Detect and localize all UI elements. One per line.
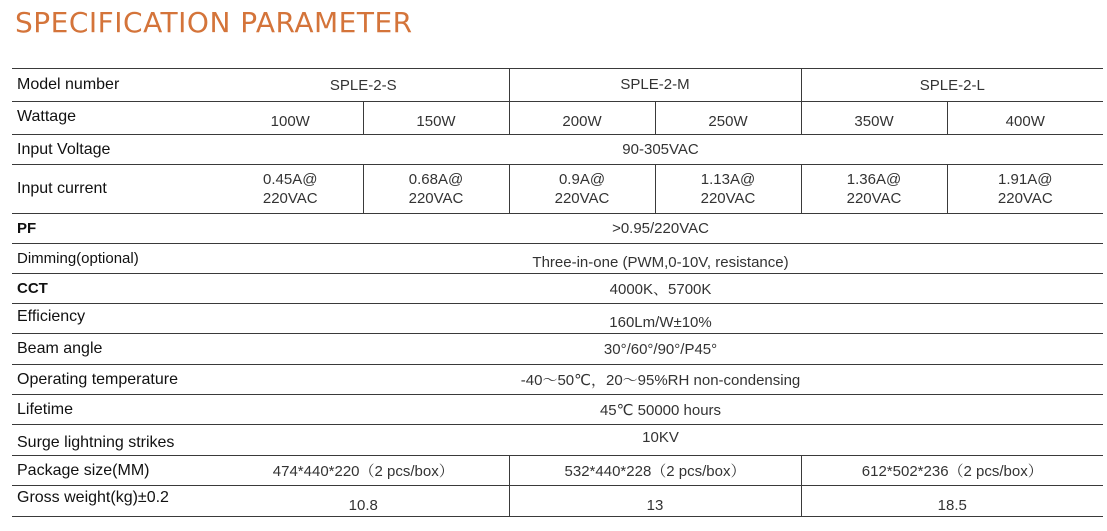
lifetime-value: 45℃ 50000 hours (218, 395, 1103, 425)
label-operating-temperature: Operating temperature (12, 365, 218, 395)
operating-temperature-value: -40～50℃，20～95%RH non-condensing (218, 365, 1103, 395)
current-voltage: 220VAC (554, 190, 610, 207)
model-s: SPLE-2-S (218, 69, 509, 102)
row-input-voltage (12, 135, 1103, 165)
label-pf: PF (12, 214, 218, 244)
specification-table (12, 68, 1103, 517)
label-cct: CCT (12, 274, 218, 304)
wattage-cell: 100W (218, 102, 363, 135)
row-cct (12, 274, 1103, 304)
wattage-cell: 350W (801, 102, 947, 135)
model-l: SPLE-2-L (801, 69, 1103, 102)
input-current-cell (801, 165, 947, 214)
row-dimming (12, 244, 1103, 274)
current-voltage: 220VAC (997, 190, 1053, 207)
input-current-cell (218, 165, 363, 214)
current-voltage: 220VAC (700, 190, 756, 207)
model-m: SPLE-2-M (509, 69, 801, 102)
current-voltage: 220VAC (846, 190, 902, 207)
input-current-cell (947, 165, 1103, 214)
efficiency-value: 160Lm/W±10% (218, 304, 1103, 334)
current-amps: 1.13A@ (700, 171, 756, 188)
input-voltage-value: 90-305VAC (218, 135, 1103, 165)
current-amps: 0.45A@ (263, 171, 318, 188)
label-surge: Surge lightning strikes (12, 425, 218, 456)
beam-angle-value: 30°/60°/90°/P45° (218, 334, 1103, 365)
label-beam-angle: Beam angle (12, 334, 218, 365)
surge-value: 10KV (218, 425, 1103, 456)
package-m: 532*440*228（2 pcs/box） (509, 456, 801, 486)
row-model-number (12, 69, 1103, 102)
row-wattage (12, 102, 1103, 135)
label-input-current: Input current (12, 165, 218, 214)
dimming-value: Three-in-one (PWM,0-10V, resistance) (218, 244, 1103, 274)
input-current-cell (509, 165, 655, 214)
label-wattage: Wattage (12, 102, 218, 135)
label-input-voltage: Input Voltage (12, 135, 218, 165)
package-s: 474*440*220（2 pcs/box） (218, 456, 509, 486)
current-voltage: 220VAC (262, 190, 318, 207)
current-amps: 0.9A@ (558, 171, 606, 188)
gross-weight-s: 10.8 (218, 486, 509, 517)
package-l: 612*502*236（2 pcs/box） (801, 456, 1103, 486)
label-package-size: Package size(MM) (12, 456, 218, 486)
row-operating-temperature (12, 365, 1103, 395)
current-amps: 1.91A@ (998, 171, 1053, 188)
label-gross-weight: Gross weight(kg)±0.2 (12, 486, 218, 517)
wattage-cell: 250W (655, 102, 801, 135)
row-efficiency (12, 304, 1103, 334)
row-package-size (12, 456, 1103, 486)
label-lifetime: Lifetime (12, 395, 218, 425)
label-dimming: Dimming(optional) (12, 244, 218, 274)
row-surge (12, 425, 1103, 456)
gross-weight-l: 18.5 (801, 486, 1103, 517)
row-beam-angle (12, 334, 1103, 365)
current-amps: 0.68A@ (408, 171, 464, 188)
pf-value: >0.95/220VAC (218, 214, 1103, 244)
label-model-number: Model number (12, 69, 218, 102)
row-lifetime (12, 395, 1103, 425)
current-amps: 1.36A@ (846, 171, 902, 188)
gross-weight-m: 13 (509, 486, 801, 517)
current-voltage: 220VAC (408, 190, 464, 207)
cct-value: 4000K、5700K (218, 274, 1103, 304)
row-pf (12, 214, 1103, 244)
label-efficiency: Efficiency (12, 304, 218, 334)
wattage-cell: 150W (363, 102, 509, 135)
wattage-cell: 200W (509, 102, 655, 135)
row-gross-weight (12, 486, 1103, 517)
page-title: SPECIFICATION PARAMETER (15, 6, 413, 39)
wattage-cell: 400W (947, 102, 1103, 135)
input-current-cell (363, 165, 509, 214)
input-current-cell (655, 165, 801, 214)
row-input-current (12, 165, 1103, 214)
